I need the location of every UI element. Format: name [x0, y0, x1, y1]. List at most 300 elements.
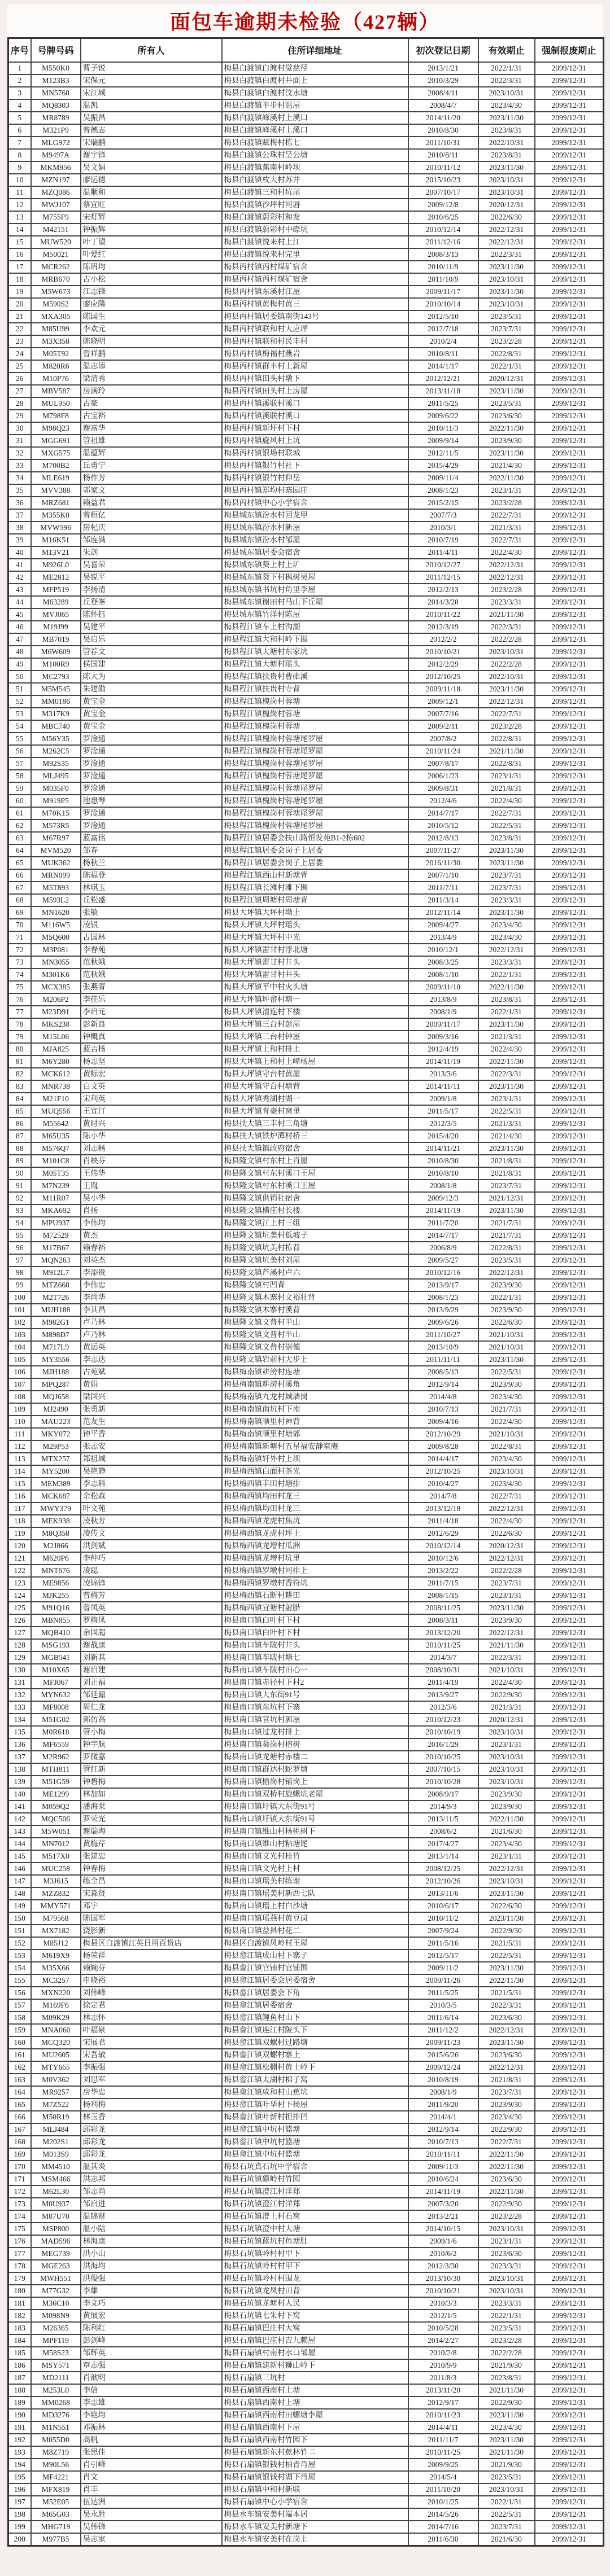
address-cell: 梅县畲江镇官铺村官铺围	[222, 1962, 408, 1974]
row-index-cell: 179	[8, 2272, 31, 2285]
first-registration-date-cell: 2013/9/29	[408, 1304, 478, 1316]
row-index-cell: 52	[8, 695, 31, 708]
address-cell: 梅县白渡镇峰溪村上溪口	[222, 112, 408, 124]
owner-cell: 杨利梅	[81, 2099, 222, 2111]
plate-number-cell: M593L2	[31, 894, 81, 906]
owner-cell: 宋瑞鹏	[81, 137, 222, 149]
first-registration-date-cell: 2013/11/6	[408, 1887, 478, 1900]
address-cell: 梅县程江镇居委会扶山路恒发苑B1-2栋602	[222, 832, 408, 844]
valid-until-cell: 2023/1/31	[478, 1738, 535, 1751]
valid-until-cell: 2022/9/30	[478, 2198, 535, 2210]
plate-number-cell: M7N239	[31, 1180, 81, 1192]
owner-cell: 宋灯辉	[81, 211, 222, 224]
scrap-deadline-cell: 2099/12/31	[535, 608, 604, 621]
owner-cell: 陈小华	[81, 1130, 222, 1142]
row-index-cell: 198	[8, 2508, 31, 2521]
address-cell: 梅县城东镇书坑村角里李屋	[222, 584, 408, 596]
table-row	[8, 1999, 604, 2012]
first-registration-date-cell: 2011/4/19	[408, 1676, 478, 1689]
first-registration-date-cell: 2008/1/8	[408, 1180, 478, 1192]
address-cell: 梅县大坪镇清连村下楼	[222, 1006, 408, 1018]
owner-cell: 邓宇	[81, 1900, 222, 1912]
address-cell: 梅县南口镇瑶上村白沙塘	[222, 1900, 408, 1912]
address-cell: 梅县石扇镇巴庄村大窝	[222, 2322, 408, 2334]
plate-number-cell: MPU937	[31, 1217, 81, 1229]
owner-cell: 陈国生	[81, 310, 222, 323]
row-index-cell: 142	[8, 1813, 31, 1825]
scrap-deadline-cell: 2099/12/31	[535, 2210, 604, 2223]
address-cell: 梅县丙村镇丙村煤矿宿舍	[222, 261, 408, 273]
address-cell: 梅县石扇镇西南村竹园下	[222, 2434, 408, 2446]
scrap-deadline-cell: 2099/12/31	[535, 1242, 604, 1254]
scrap-deadline-cell: 2099/12/31	[535, 310, 604, 323]
scrap-deadline-cell: 2099/12/31	[535, 931, 604, 944]
row-index-cell: 170	[8, 2161, 31, 2173]
address-cell: 梅县白渡镇公珠村呈公塘	[222, 149, 408, 161]
owner-cell: 李文巧	[81, 2297, 222, 2310]
table-header-row	[8, 38, 604, 62]
address-cell: 梅县城东镇汾水村回龙甲	[222, 509, 408, 522]
table-row	[8, 683, 604, 695]
col-header-address: 住所详细地址	[222, 38, 408, 62]
plate-number-cell: MY5200	[31, 1465, 81, 1478]
first-registration-date-cell: 2008/10/31	[408, 1664, 478, 1676]
address-cell: 梅县城东镇竹洋村陈屋	[222, 608, 408, 621]
table-row	[8, 1912, 604, 1925]
plate-number-cell: M8Z719	[31, 2446, 81, 2459]
table-row	[8, 1416, 604, 1428]
valid-until-cell: 2022/10/31	[478, 137, 535, 149]
scrap-deadline-cell: 2099/12/31	[535, 1465, 604, 1478]
scrap-deadline-cell: 2099/12/31	[535, 87, 604, 99]
owner-cell: 古豪	[81, 397, 222, 410]
valid-until-cell: 2023/11/30	[478, 1887, 535, 1900]
first-registration-date-cell: 2011/7/20	[408, 1217, 478, 1229]
owner-cell: 黄宝金	[81, 708, 222, 720]
table-row	[8, 199, 604, 211]
table-row	[8, 1093, 604, 1105]
address-cell: 梅县隆文镇文普村半山	[222, 1329, 408, 1341]
table-row	[8, 1850, 604, 1863]
row-index-cell: 122	[8, 1565, 31, 1577]
first-registration-date-cell: 2012/9/14	[408, 1378, 478, 1391]
valid-until-cell: 2023/4/30	[478, 919, 535, 931]
address-cell: 梅县南口镇瑶美村练谢	[222, 1875, 408, 1887]
address-cell: 梅县程江镇长滩村滩下围	[222, 882, 408, 894]
plate-number-cell: MR8789	[31, 112, 81, 124]
row-index-cell: 74	[8, 969, 31, 981]
valid-until-cell: 2022/8/31	[478, 1440, 535, 1453]
address-cell: 梅县石扇镇三坑村	[222, 2372, 408, 2384]
table-row	[8, 782, 604, 795]
plate-number-cell: M123B3	[31, 75, 81, 87]
table-row	[8, 844, 604, 857]
address-cell: 梅县丙村镇联和村大应坪	[222, 323, 408, 335]
first-registration-date-cell: 2010/10/19	[408, 1726, 478, 1738]
valid-until-cell: 2021/11/30	[478, 1639, 535, 1651]
first-registration-date-cell: 2008/4/11	[408, 87, 478, 99]
first-registration-date-cell: 2010/8/11	[408, 149, 478, 161]
first-registration-date-cell: 2009/9/14	[408, 435, 478, 447]
scrap-deadline-cell: 2099/12/31	[535, 646, 604, 658]
row-index-cell: 55	[8, 733, 31, 745]
table-row	[8, 2248, 604, 2260]
valid-until-cell: 2022/5/31	[478, 1949, 535, 1962]
valid-until-cell: 2022/1/31	[478, 969, 535, 981]
owner-cell: 李扬清	[81, 584, 222, 596]
address-cell: 梅县石扇镇新东村蕉林竹二	[222, 2446, 408, 2459]
row-index-cell: 141	[8, 1800, 31, 1813]
row-index-cell: 99	[8, 1279, 31, 1291]
scrap-deadline-cell: 2099/12/31	[535, 1925, 604, 1937]
owner-cell: 洪小山	[81, 2248, 222, 2260]
table-row	[8, 1664, 604, 1676]
owner-cell: 钟宇航	[81, 1738, 222, 1751]
table-row	[8, 2310, 604, 2322]
first-registration-date-cell: 2007/8/17	[408, 757, 478, 770]
address-cell: 梅县梅西镇罗墩村香符坑	[222, 1577, 408, 1589]
valid-until-cell: 2023/4/30	[478, 1838, 535, 1850]
row-index-cell: 100	[8, 1291, 31, 1304]
owner-cell: 廖运德	[81, 174, 222, 186]
row-index-cell: 45	[8, 608, 31, 621]
owner-cell: 温蕴辉	[81, 447, 222, 459]
row-index-cell: 56	[8, 745, 31, 757]
row-index-cell: 76	[8, 993, 31, 1006]
row-index-cell: 106	[8, 1366, 31, 1378]
address-cell: 梅县白渡镇悦来村完里	[222, 248, 408, 261]
owner-cell: 管荐文	[81, 646, 222, 658]
owner-cell: 吴志家	[81, 2533, 222, 2546]
address-cell: 梅县隆文镇文普村崇德	[222, 1341, 408, 1353]
address-cell: 梅县程江镇槐岗村蓉塘	[222, 720, 408, 733]
table-row	[8, 2322, 604, 2334]
owner-cell: 杨作芳	[81, 472, 222, 484]
table-row	[8, 1800, 604, 1813]
row-index-cell: 38	[8, 522, 31, 534]
first-registration-date-cell: 2011/8/3	[408, 2372, 478, 2384]
address-cell: 梅县丙村镇梅福村燕岩	[222, 348, 408, 360]
scrap-deadline-cell: 2099/12/31	[535, 2148, 604, 2161]
plate-number-cell: MWY379	[31, 1502, 81, 1515]
address-cell: 梅县隆文镇村凹背	[222, 1279, 408, 1291]
valid-until-cell: 2023/2/28	[478, 2210, 535, 2223]
valid-until-cell: 2022/11/30	[478, 2185, 535, 2198]
first-registration-date-cell: 2014/11/19	[408, 2185, 478, 2198]
scrap-deadline-cell: 2099/12/31	[535, 1391, 604, 1403]
table-row	[8, 186, 604, 199]
first-registration-date-cell: 2008/1/15	[408, 1589, 478, 1602]
table-row	[8, 1478, 604, 1490]
plate-number-cell: MRZ681	[31, 497, 81, 509]
owner-cell: 林海康	[81, 2235, 222, 2248]
owner-cell: 吴喜荣	[81, 559, 222, 571]
table-row	[8, 2036, 604, 2049]
valid-until-cell: 2021/10/31	[478, 1329, 535, 1341]
address-cell: 梅县南口镇车陂村井头	[222, 1639, 408, 1651]
address-cell: 梅县石坑镇岭村村围龙	[222, 2272, 408, 2285]
owner-cell: 刘英杰	[81, 1254, 222, 1267]
plate-number-cell: MWH551	[31, 2272, 81, 2285]
owner-cell: 管小梅	[81, 1726, 222, 1738]
scrap-deadline-cell: 2099/12/31	[535, 2111, 604, 2123]
scrap-deadline-cell: 2099/12/31	[535, 236, 604, 248]
scrap-deadline-cell: 2099/12/31	[535, 1627, 604, 1639]
first-registration-date-cell: 2008/11/25	[408, 1602, 478, 1614]
address-cell: 梅县隆文镇坑美村刘屋	[222, 1254, 408, 1267]
scrap-deadline-cell: 2099/12/31	[535, 1018, 604, 1031]
address-cell: 梅县南口镇东坑村下寨	[222, 1701, 408, 1714]
row-index-cell: 58	[8, 770, 31, 782]
first-registration-date-cell: 2013/10/9	[408, 1341, 478, 1353]
address-cell: 梅县白渡镇半步村温屋	[222, 99, 408, 112]
first-registration-date-cell: 2010/11/11	[408, 2148, 478, 2161]
first-registration-date-cell: 2014/4/8	[408, 1391, 478, 1403]
valid-until-cell: 2022/12/31	[478, 1552, 535, 1565]
row-index-cell: 2	[8, 75, 31, 87]
plate-number-cell: M55642	[31, 1118, 81, 1130]
address-cell: 梅县大坪镇上和村排上	[222, 1043, 408, 1055]
owner-cell: 林琪玉	[81, 882, 222, 894]
first-registration-date-cell: 2010/11/12	[408, 161, 478, 174]
row-index-cell: 24	[8, 348, 31, 360]
row-index-cell: 168	[8, 2136, 31, 2148]
row-index-cell: 109	[8, 1403, 31, 1416]
valid-until-cell: 2023/5/31	[478, 397, 535, 410]
table-row	[8, 1502, 604, 1515]
first-registration-date-cell: 2011/12/2	[408, 2024, 478, 2036]
scrap-deadline-cell: 2099/12/31	[535, 397, 604, 410]
scrap-deadline-cell: 2099/12/31	[535, 286, 604, 298]
scrap-deadline-cell: 2099/12/31	[535, 969, 604, 981]
valid-until-cell: 2022/12/31	[478, 1863, 535, 1875]
table-row	[8, 857, 604, 869]
row-index-cell: 131	[8, 1676, 31, 1689]
table-row	[8, 2061, 604, 2074]
owner-cell: 吴振昌	[81, 112, 222, 124]
owner-cell: 谢战康	[81, 1639, 222, 1651]
owner-cell: 侯国建	[81, 658, 222, 671]
valid-until-cell: 2023/11/30	[478, 385, 535, 397]
plate-number-cell: M717L9	[31, 1341, 81, 1353]
table-row	[8, 2483, 604, 2496]
valid-until-cell: 2022/2/28	[478, 658, 535, 671]
first-registration-date-cell: 2012/9/14	[408, 2123, 478, 2136]
table-row	[8, 1788, 604, 1800]
owner-cell: 李伟均	[81, 1217, 222, 1229]
first-registration-date-cell: 2010/3/1	[408, 522, 478, 534]
scrap-deadline-cell: 2099/12/31	[535, 1689, 604, 1701]
scrap-deadline-cell: 2099/12/31	[535, 1738, 604, 1751]
first-registration-date-cell: 2009/4/16	[408, 1416, 478, 1428]
owner-cell: 温顺和	[81, 186, 222, 199]
row-index-cell: 62	[8, 820, 31, 832]
valid-until-cell: 2022/3/31	[478, 248, 535, 261]
address-cell: 梅县丙村镇郑均村寨园庄	[222, 484, 408, 497]
first-registration-date-cell: 2010/8/11	[408, 348, 478, 360]
plate-number-cell: MM4510	[31, 2161, 81, 2173]
row-index-cell: 101	[8, 1304, 31, 1316]
valid-until-cell: 2022/3/31	[478, 1068, 535, 1080]
owner-cell: 赖益君	[81, 497, 222, 509]
scrap-deadline-cell: 2099/12/31	[535, 1565, 604, 1577]
address-cell: 梅县丙村镇溪联村溪口	[222, 410, 408, 422]
scrap-deadline-cell: 2099/12/31	[535, 546, 604, 559]
table-row	[8, 1552, 604, 1565]
plate-number-cell: M169F6	[31, 1999, 81, 2012]
address-cell: 梅县梅西镇丰田村塘排	[222, 1478, 408, 1490]
valid-until-cell: 2023/7/31	[478, 1577, 535, 1589]
owner-cell: 廖应隆	[81, 298, 222, 310]
scrap-deadline-cell: 2099/12/31	[535, 1254, 604, 1267]
first-registration-date-cell: 2012/1/5	[408, 2310, 478, 2322]
first-registration-date-cell: 2009/12/24	[408, 2061, 478, 2074]
plate-number-cell: MNR738	[31, 1080, 81, 1093]
row-index-cell: 20	[8, 298, 31, 310]
row-index-cell: 182	[8, 2310, 31, 2322]
scrap-deadline-cell: 2099/12/31	[535, 373, 604, 385]
valid-until-cell: 2020/12/31	[478, 199, 535, 211]
table-row	[8, 211, 604, 224]
row-index-cell: 96	[8, 1242, 31, 1254]
row-index-cell: 110	[8, 1416, 31, 1428]
plate-number-cell: M253L0	[31, 2384, 81, 2397]
first-registration-date-cell: 2009/11/26	[408, 1974, 478, 1987]
address-cell: 梅县梅南镇顺里村塘郊	[222, 1428, 408, 1440]
first-registration-date-cell: 2010/12/16	[408, 1267, 478, 1279]
first-registration-date-cell: 2010/12/23	[408, 1714, 478, 1726]
address-cell: 梅县城东镇葵上村上圹	[222, 559, 408, 571]
row-index-cell: 146	[8, 1863, 31, 1875]
first-registration-date-cell: 2014/11/19	[408, 1204, 478, 1217]
plate-number-cell: M56Y35	[31, 733, 81, 745]
owner-cell: 李启元	[81, 1006, 222, 1018]
valid-until-cell: 2022/12/31	[478, 236, 535, 248]
row-index-cell: 173	[8, 2198, 31, 2210]
valid-until-cell: 2023/10/31	[478, 2272, 535, 2285]
table-row	[8, 62, 604, 75]
plate-number-cell: M2R962	[31, 1751, 81, 1763]
plate-number-cell: MTX257	[31, 1453, 81, 1465]
owner-cell: 丘勇宁	[81, 459, 222, 472]
table-row	[8, 2024, 604, 2036]
scrap-deadline-cell: 2099/12/31	[535, 1080, 604, 1093]
table-row	[8, 1378, 604, 1391]
row-index-cell: 50	[8, 671, 31, 683]
table-row	[8, 1180, 604, 1192]
scrap-deadline-cell: 2099/12/31	[535, 1838, 604, 1850]
scrap-deadline-cell: 2099/12/31	[535, 2235, 604, 2248]
row-index-cell: 48	[8, 646, 31, 658]
valid-until-cell: 2023/2/28	[478, 335, 535, 348]
owner-cell: 罗梅凤	[81, 1614, 222, 1627]
valid-until-cell: 2021/6/30	[478, 1825, 535, 1838]
owner-cell: 钟振辉	[81, 224, 222, 236]
scrap-deadline-cell: 2099/12/31	[535, 137, 604, 149]
valid-until-cell: 2022/12/31	[478, 2024, 535, 2036]
first-registration-date-cell: 2010/7/13	[408, 2136, 478, 2148]
row-index-cell: 150	[8, 1912, 31, 1925]
address-cell: 梅县程江镇槐岗村蓉塘尾罗屋	[222, 733, 408, 745]
scrap-deadline-cell: 2099/12/31	[535, 2496, 604, 2508]
address-cell: 梅县丙村镇群丰村上新屋	[222, 360, 408, 373]
scrap-deadline-cell: 2099/12/31	[535, 621, 604, 633]
row-index-cell: 167	[8, 2123, 31, 2136]
address-cell: 梅县畲江镇居委会居委宿舍	[222, 1974, 408, 1987]
plate-number-cell: MJ2490	[31, 1403, 81, 1416]
first-registration-date-cell: 2009/8/31	[408, 782, 478, 795]
plate-number-cell: M0V362	[31, 2074, 81, 2086]
plate-number-cell: MN1620	[31, 906, 81, 919]
scrap-deadline-cell: 2099/12/31	[535, 1639, 604, 1651]
owner-cell: 谢瑞海	[81, 1825, 222, 1838]
row-index-cell: 157	[8, 1999, 31, 2012]
table-row	[8, 621, 604, 633]
plate-number-cell: MCR262	[31, 261, 81, 273]
address-cell: 梅县隆文镇木寨村溪背	[222, 1304, 408, 1316]
table-row	[8, 397, 604, 410]
valid-until-cell: 2022/7/31	[478, 2136, 535, 2148]
scrap-deadline-cell: 2099/12/31	[535, 2322, 604, 2334]
plate-number-cell: M05T92	[31, 348, 81, 360]
table-row	[8, 671, 604, 683]
first-registration-date-cell: 2008/1/10	[408, 969, 478, 981]
valid-until-cell: 2023/9/30	[478, 1279, 535, 1291]
table-row	[8, 1130, 604, 1142]
table-row	[8, 2285, 604, 2297]
first-registration-date-cell: 2010/12/1	[408, 944, 478, 956]
table-row	[8, 981, 604, 993]
owner-cell: 钟平香	[81, 1428, 222, 1440]
first-registration-date-cell: 2010/7/13	[408, 1403, 478, 1416]
plate-number-cell: M101C8	[31, 1155, 81, 1167]
plate-number-cell: MSP800	[31, 2223, 81, 2235]
valid-until-cell: 2023/1/31	[478, 1093, 535, 1105]
plate-number-cell: MQN263	[31, 1254, 81, 1267]
address-cell: 梅县石扇镇巴庄村吉九赖屋	[222, 2334, 408, 2347]
table-row	[8, 137, 604, 149]
table-row	[8, 1776, 604, 1788]
owner-cell: 洪俊强	[81, 2272, 222, 2285]
first-registration-date-cell: 2011/5/17	[408, 1105, 478, 1118]
address-cell: 梅县丙村镇居委镇南街143号	[222, 310, 408, 323]
valid-until-cell: 2022/9/30	[478, 1689, 535, 1701]
scrap-deadline-cell: 2099/12/31	[535, 1068, 604, 1080]
row-index-cell: 36	[8, 497, 31, 509]
valid-until-cell: 2021/8/31	[478, 782, 535, 795]
plate-number-cell: M67R97	[31, 832, 81, 844]
scrap-deadline-cell: 2099/12/31	[535, 112, 604, 124]
owner-cell: 余国超	[81, 1627, 222, 1639]
owner-cell: 张勇新	[81, 1403, 222, 1416]
scrap-deadline-cell: 2099/12/31	[535, 1192, 604, 1204]
scrap-deadline-cell: 2099/12/31	[535, 422, 604, 435]
valid-until-cell: 2021/11/30	[478, 2446, 535, 2459]
plate-number-cell: M059Q2	[31, 1800, 81, 1813]
valid-until-cell: 2022/12/31	[478, 1627, 535, 1639]
owner-cell: 宋展君	[81, 2036, 222, 2049]
valid-until-cell: 2022/11/30	[478, 1055, 535, 1068]
first-registration-date-cell: 2008/3/25	[408, 956, 478, 969]
valid-until-cell: 2023/9/30	[478, 435, 535, 447]
valid-until-cell: 2023/6/30	[478, 2248, 535, 2260]
valid-until-cell: 2022/6/30	[478, 1527, 535, 1540]
scrap-deadline-cell: 2099/12/31	[535, 2185, 604, 2198]
address-cell: 梅县梅西镇石断村耕田	[222, 1589, 408, 1602]
plate-number-cell: M10X65	[31, 1664, 81, 1676]
row-index-cell: 6	[8, 124, 31, 137]
first-registration-date-cell: 2010/11/23	[408, 2409, 478, 2421]
